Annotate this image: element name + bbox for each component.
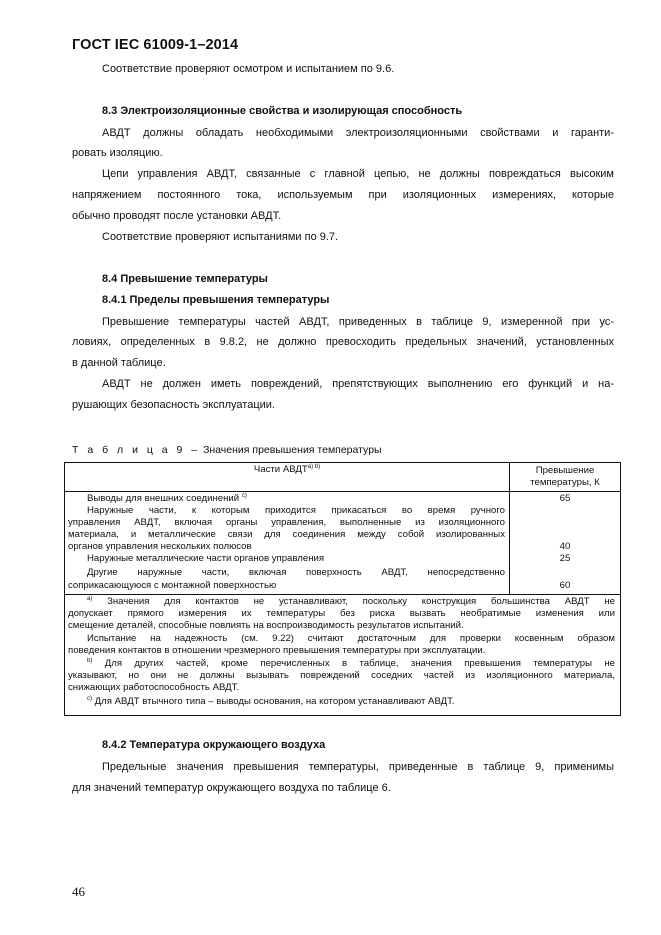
note-a-line3: смещение деталей, способные повлиять на воспроизводимость результатов испытаний. bbox=[68, 620, 464, 631]
s841-p1-line3: в данной таблице. bbox=[72, 357, 166, 369]
paragraph-intro: Соответствие проверяют осмотром и испытанием по 9.6. bbox=[102, 63, 395, 75]
s83-p1-line1: АВДТ должны обладать необходимыми электроизоляционными свойствами и гаранти- bbox=[102, 127, 614, 139]
row2-line2: управления АВДТ, включая органы управления, выполненные из изоляционного bbox=[68, 517, 505, 528]
s83-p2-line1: Цепи управления АВДТ, связанные с главной цепью, не должны повреждаться высоким bbox=[102, 168, 614, 180]
note-c-line1: $^{c)}$ Для АВДТ втычного типа – выводы основания, на котором устанавливают АВДТ. bbox=[87, 696, 455, 707]
s83-p3: Соответствие проверяют испытаниями по 9.7. bbox=[102, 231, 339, 243]
table-caption-text: Значения превышения температуры bbox=[203, 444, 382, 456]
row1-text: Выводы для внешних соединений $^{c)}$ bbox=[87, 493, 247, 504]
row4-line2: соприкасающуюся с монтажной поверхностью bbox=[68, 580, 277, 591]
col2-header-line1: Превышение bbox=[535, 465, 595, 476]
col1-header: Части $АВДТ^{a) b)}$ bbox=[253, 464, 321, 475]
s83-p1-line2: ровать изоляцию. bbox=[72, 147, 163, 159]
col2-header-line2: температуры, К bbox=[530, 477, 600, 488]
row2-line3: материала, и металлические связи для соединения между собой изолированных bbox=[68, 529, 505, 540]
table-notes-divider bbox=[65, 594, 620, 595]
section-8-4-title: 8.4 Превышение температуры bbox=[102, 273, 268, 285]
note-b-line2: указывают, но они не должны вызывать повреждений соседних частей из изоляционного материала, bbox=[68, 670, 615, 681]
row2-line4: органов управления нескольких полюсов bbox=[68, 541, 252, 552]
row2-value: 40 bbox=[559, 541, 571, 552]
s841-p1-line2: ловиях, определенных в 9.8.2, не должно превосходить предельных значений, установленных bbox=[72, 336, 614, 348]
section-8-3-title: 8.3 Электроизоляционные свойства и изолирующая способность bbox=[102, 105, 463, 117]
section-8-4-2-title: 8.4.2 Температура окружающего воздуха bbox=[102, 739, 326, 751]
s841-p2-line2: рушающих безопасность эксплуатации. bbox=[72, 399, 275, 411]
note-a-line1: $^{a)}$ Значения для контактов не устанавливают, поскольку конструкция большинства АВДТ не bbox=[87, 596, 615, 607]
s842-p1-line1: Предельные значения превышения температуры, приведенные в таблице 9, применимы bbox=[102, 761, 614, 773]
s83-p2-line3: обычно проводят после установки АВДТ. bbox=[72, 210, 282, 222]
s83-p2-line2: напряжением постоянного тока, используемым при изоляционных измерениях, которые bbox=[72, 189, 614, 201]
s841-p2-line1: АВДТ не должен иметь повреждений, препятствующих выполнению его функций и на- bbox=[102, 378, 614, 390]
document-header: ГОСТ IEC 61009-1–2014 bbox=[72, 37, 239, 53]
row3-value: 25 bbox=[559, 553, 571, 564]
s842-p1-line2: для значений температур окружающего воздуха по таблице 6. bbox=[72, 782, 391, 794]
note-a-line2: допускает прямого измерения их температуры без риска вызвать необратимые изменения или bbox=[68, 608, 615, 619]
section-8-4-1-title: 8.4.1 Пределы превышения температуры bbox=[102, 294, 330, 306]
temperature-table bbox=[64, 462, 621, 716]
table-caption bbox=[72, 444, 382, 456]
page-number: 46 bbox=[72, 884, 85, 899]
s841-p1-line1: Превышение температуры частей АВДТ, приведенных в таблице 9, измеренной при ус- bbox=[102, 316, 614, 328]
note-b-line3: снижающих работоспособность АВДТ. bbox=[68, 682, 240, 693]
row4-value: 60 bbox=[559, 580, 571, 591]
table-header-divider bbox=[65, 491, 620, 492]
row2-line1: Наружные части, к которым приходится прикасаться во время ручного bbox=[87, 505, 505, 516]
table-caption-label: Т а б л и ц а 9 – bbox=[72, 444, 201, 456]
note-a-line4: Испытание на надежность (см. 9.22) считают достаточным для проверки косвенным образом bbox=[87, 633, 615, 644]
note-b-line1: $^{b)}$ Для других частей, кроме перечисленных в таблице, значения превышения температуры не bbox=[87, 658, 615, 669]
row4-line1: Другие наружные части, включая поверхность АВДТ, непосредственно bbox=[87, 567, 505, 578]
row1-value: 65 bbox=[559, 493, 571, 504]
row3-text: Наружные металлические части органов управления bbox=[87, 553, 325, 564]
note-a-line5: поведения контактов в отношении чрезмерного превышения температуры при эксплуатации. bbox=[68, 645, 486, 656]
